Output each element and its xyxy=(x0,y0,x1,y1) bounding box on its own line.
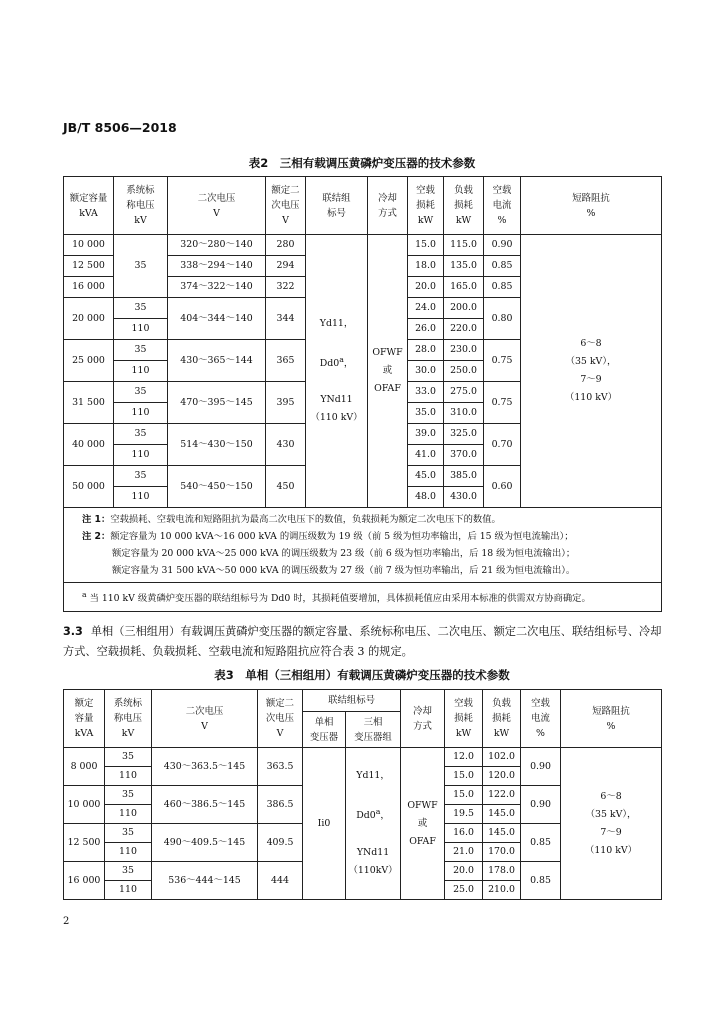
cell-capacity: 10 000 xyxy=(64,786,105,824)
th-connection: 联结组 标号 xyxy=(306,177,368,235)
table-row xyxy=(64,748,662,767)
th-load-loss: 负载 损耗 kW xyxy=(444,177,484,235)
cell-voltage: 110 xyxy=(114,487,168,508)
cell-voltage: 110 xyxy=(105,881,152,900)
cell-noload-current: 0.70 xyxy=(484,424,521,466)
cell-noload-loss: 25.0 xyxy=(445,881,483,900)
th-load-loss: 负载 损耗 kW xyxy=(483,690,521,748)
cell-voltage: 110 xyxy=(114,403,168,424)
cell-load-loss: 385.0 xyxy=(444,466,484,487)
cell-noload-loss: 24.0 xyxy=(408,298,444,319)
cell-noload-loss: 15.0 xyxy=(408,235,444,256)
cell-voltage: 110 xyxy=(114,361,168,382)
cell-capacity: 16 000 xyxy=(64,277,114,298)
th-single-phase: 单相 变压器 xyxy=(303,712,346,748)
cell-noload-loss: 16.0 xyxy=(445,824,483,843)
cell-noload-loss: 18.0 xyxy=(408,256,444,277)
cell-noload-loss: 15.0 xyxy=(445,767,483,786)
cell-voltage: 35 xyxy=(114,424,168,445)
th-impedance: 短路阻抗 % xyxy=(521,177,662,235)
cell-noload-loss: 15.0 xyxy=(445,786,483,805)
th-rated-secondary: 额定二 次电压 V xyxy=(266,177,306,235)
cell-load-loss: 220.0 xyxy=(444,319,484,340)
cell-voltage: 110 xyxy=(105,805,152,824)
th-noload-loss: 空载 损耗 kW xyxy=(445,690,483,748)
cell-noload-loss: 21.0 xyxy=(445,843,483,862)
cell-single-phase: Ii0 xyxy=(303,748,346,900)
cell-rated: 322 xyxy=(266,277,306,298)
cell-noload-current: 0.60 xyxy=(484,466,521,508)
table3 xyxy=(63,689,662,900)
th-voltage: 系统标 称电压 kV xyxy=(114,177,168,235)
cell-noload-loss: 41.0 xyxy=(408,445,444,466)
cell-noload-current: 0.75 xyxy=(484,382,521,424)
cell-rated: 363.5 xyxy=(258,748,303,786)
cell-secondary: 430～363.5～145 xyxy=(152,748,258,786)
table2-footnote-row xyxy=(64,583,662,612)
cell-secondary: 320～280～140 xyxy=(168,235,266,256)
cell-load-loss: 430.0 xyxy=(444,487,484,508)
th-noload-current: 空载 电流 % xyxy=(484,177,521,235)
cell-rated: 395 xyxy=(266,382,306,424)
cell-noload-loss: 30.0 xyxy=(408,361,444,382)
cell-load-loss: 178.0 xyxy=(483,862,521,881)
cell-rated: 444 xyxy=(258,862,303,900)
standard-number: JB/T 8506—2018 xyxy=(63,120,177,135)
cell-capacity: 50 000 xyxy=(64,466,114,508)
table-row xyxy=(64,235,662,256)
cell-rated: 386.5 xyxy=(258,786,303,824)
cell-load-loss: 210.0 xyxy=(483,881,521,900)
cell-voltage: 35 xyxy=(114,382,168,403)
th-three-phase: 三相 变压器组 xyxy=(346,712,401,748)
cell-capacity: 40 000 xyxy=(64,424,114,466)
cell-rated: 280 xyxy=(266,235,306,256)
cell-secondary: 470～395～145 xyxy=(168,382,266,424)
cell-secondary: 540～450～150 xyxy=(168,466,266,508)
table3-header-row-1 xyxy=(64,690,662,712)
cell-voltage: 110 xyxy=(114,445,168,466)
cell-noload-loss: 28.0 xyxy=(408,340,444,361)
th-secondary: 二次电压 V xyxy=(152,690,258,748)
cell-load-loss: 310.0 xyxy=(444,403,484,424)
cell-noload-current: 0.85 xyxy=(521,862,561,900)
cell-load-loss: 170.0 xyxy=(483,843,521,862)
cell-load-loss: 250.0 xyxy=(444,361,484,382)
th-cooling: 冷却 方式 xyxy=(401,690,445,748)
cell-load-loss: 200.0 xyxy=(444,298,484,319)
table2-caption: 表2 三相有载调压黄磷炉变压器的技术参数 xyxy=(248,156,476,170)
cell-load-loss: 120.0 xyxy=(483,767,521,786)
cell-three-phase: Yd11， Dd0$^a$， YNd11 （110kV） xyxy=(346,748,401,900)
cell-voltage: 35 xyxy=(114,298,168,319)
cell-voltage: 35 xyxy=(114,466,168,487)
table2-header-row xyxy=(64,177,662,235)
cell-noload-loss: 20.0 xyxy=(408,277,444,298)
cell-load-loss: 275.0 xyxy=(444,382,484,403)
cell-load-loss: 165.0 xyxy=(444,277,484,298)
cell-secondary: 460～386.5～145 xyxy=(152,786,258,824)
cell-voltage: 35 xyxy=(105,786,152,805)
cell-load-loss: 145.0 xyxy=(483,824,521,843)
cell-voltage: 35 xyxy=(105,824,152,843)
cell-voltage: 35 xyxy=(105,748,152,767)
cell-load-loss: 145.0 xyxy=(483,805,521,824)
th-rated-secondary: 额定二 次电压 V xyxy=(258,690,303,748)
cell-noload-current: 0.90 xyxy=(484,235,521,256)
cell-noload-current: 0.80 xyxy=(484,298,521,340)
cell-voltage: 35 xyxy=(114,340,168,361)
cell-noload-loss: 39.0 xyxy=(408,424,444,445)
cell-rated: 430 xyxy=(266,424,306,466)
cell-noload-loss: 33.0 xyxy=(408,382,444,403)
cell-rated: 409.5 xyxy=(258,824,303,862)
cell-secondary: 514～430～150 xyxy=(168,424,266,466)
section-3-3: 3.3 单相（三相组用）有载调压黄磷炉变压器的额定容量、系统标称电压、二次电压、额定二次电压、联结组标号、冷却方式、空载损耗、负载损耗、空载电流和短路阻抗应符合表 3 的规定。 xyxy=(63,625,662,658)
cell-voltage: 35 xyxy=(114,235,168,298)
cell-capacity: 20 000 xyxy=(64,298,114,340)
cell-load-loss: 230.0 xyxy=(444,340,484,361)
page-number: 2 xyxy=(63,916,70,927)
cell-load-loss: 135.0 xyxy=(444,256,484,277)
cell-noload-current: 0.90 xyxy=(521,748,561,786)
cell-noload-loss: 35.0 xyxy=(408,403,444,424)
table2-footnote: $^a$ 当 110 kV 级黄磷炉变压器的联结组标号为 Dd0 时，其损耗值要增加，具体损耗值应由采用本标准的供需双方协商确定。 xyxy=(64,583,662,612)
cell-noload-current: 0.85 xyxy=(484,277,521,298)
cell-secondary: 338～294～140 xyxy=(168,256,266,277)
th-cooling: 冷却 方式 xyxy=(368,177,408,235)
th-noload-current: 空载 电流 % xyxy=(521,690,561,748)
table2 xyxy=(63,176,662,612)
table2-notes-row xyxy=(64,508,662,583)
th-noload-loss: 空载 损耗 kW xyxy=(408,177,444,235)
cell-voltage: 35 xyxy=(105,862,152,881)
cell-noload-current: 0.85 xyxy=(484,256,521,277)
cell-voltage: 110 xyxy=(114,319,168,340)
cell-rated: 450 xyxy=(266,466,306,508)
cell-impedance: 6～8 （35 kV）， 7～9 （110 kV） xyxy=(561,748,662,900)
cell-load-loss: 102.0 xyxy=(483,748,521,767)
cell-voltage: 110 xyxy=(105,843,152,862)
th-secondary: 二次电压 V xyxy=(168,177,266,235)
cell-capacity: 10 000 xyxy=(64,235,114,256)
cell-secondary: 404～344～140 xyxy=(168,298,266,340)
cell-voltage: 110 xyxy=(105,767,152,786)
cell-capacity: 12 500 xyxy=(64,256,114,277)
cell-capacity: 16 000 xyxy=(64,862,105,900)
cell-secondary: 536～444～145 xyxy=(152,862,258,900)
cell-rated: 344 xyxy=(266,298,306,340)
cell-load-loss: 122.0 xyxy=(483,786,521,805)
cell-secondary: 374～322～140 xyxy=(168,277,266,298)
cell-rated: 294 xyxy=(266,256,306,277)
cell-noload-current: 0.75 xyxy=(484,340,521,382)
cell-capacity: 25 000 xyxy=(64,340,114,382)
cell-noload-current: 0.90 xyxy=(521,786,561,824)
cell-impedance: 6～8 （35 kV）， 7～9 （110 kV） xyxy=(521,235,662,508)
cell-noload-loss: 20.0 xyxy=(445,862,483,881)
cell-secondary: 430～365～144 xyxy=(168,340,266,382)
cell-capacity: 12 500 xyxy=(64,824,105,862)
cell-noload-loss: 12.0 xyxy=(445,748,483,767)
cell-cooling: OFWF 或 OFAF xyxy=(368,235,408,508)
cell-cooling: OFWF 或 OFAF xyxy=(401,748,445,900)
cell-rated: 365 xyxy=(266,340,306,382)
cell-noload-loss: 19.5 xyxy=(445,805,483,824)
cell-capacity: 31 500 xyxy=(64,382,114,424)
cell-load-loss: 325.0 xyxy=(444,424,484,445)
th-voltage: 系统标 称电压 kV xyxy=(105,690,152,748)
cell-load-loss: 370.0 xyxy=(444,445,484,466)
cell-load-loss: 115.0 xyxy=(444,235,484,256)
table3-caption: 表3 单相（三相组用）有载调压黄磷炉变压器的技术参数 xyxy=(214,668,510,682)
th-connection: 联结组标号 xyxy=(303,690,401,712)
cell-connection: Yd11， Dd0$^a$， YNd11 （110 kV） xyxy=(306,235,368,508)
cell-noload-loss: 48.0 xyxy=(408,487,444,508)
cell-noload-loss: 45.0 xyxy=(408,466,444,487)
cell-secondary: 490～409.5～145 xyxy=(152,824,258,862)
th-impedance: 短路阻抗 % xyxy=(561,690,662,748)
th-capacity: 额定容量 kVA xyxy=(64,177,114,235)
cell-capacity: 8 000 xyxy=(64,748,105,786)
cell-noload-current: 0.85 xyxy=(521,824,561,862)
th-capacity: 额定 容量 kVA xyxy=(64,690,105,748)
cell-noload-loss: 26.0 xyxy=(408,319,444,340)
table2-notes: 注 1：空载损耗、空载电流和短路阻抗为最高二次电压下的数值，负载损耗为额定二次电压下的数值。 注 2：额定容量为 10 000 kVA～16 000 kVA 的调压级数为 19 级（前 5 级为恒功率输出，后 15 级为恒电流输出）； 额定容量为 20 000 kVA～25 000 kVA 的调压级数为 23 级（前 6 级为恒功率输出，后 18 级为恒电流输出）； 额定容量为 31 500 kVA～50 000 kVA 的调压级数为 27 级（前 7 级为恒功率输出，后 21 级为恒电流输出）。 xyxy=(64,508,662,583)
